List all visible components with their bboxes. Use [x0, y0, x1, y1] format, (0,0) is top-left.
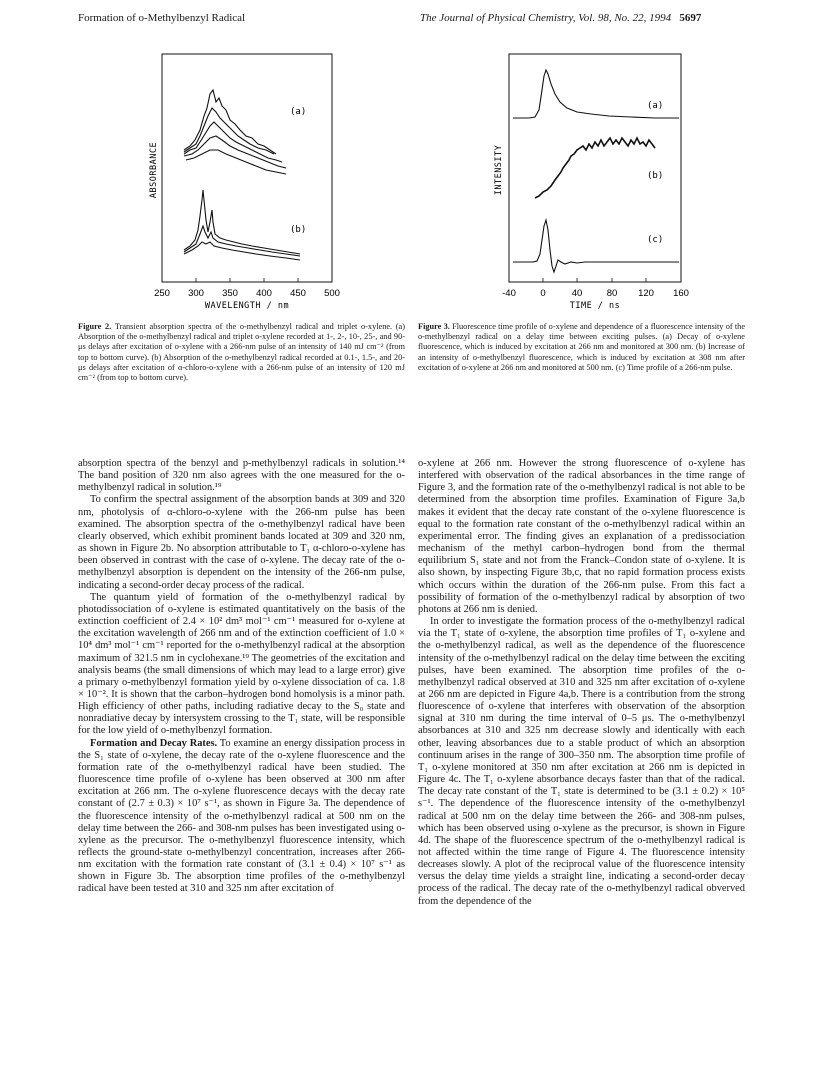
figure-3-x-ticks: [509, 278, 681, 282]
figure-3-xtick-m40: -40: [502, 288, 516, 299]
figure-3-frame: [509, 54, 681, 282]
figure-3: [485, 50, 705, 320]
figure-3-trace-c: [513, 220, 679, 272]
figure-3-caption-label: Figure 3.: [418, 322, 450, 331]
figure-2-spectra-b: [184, 190, 300, 260]
right-column: [418, 458, 745, 908]
left-paragraph-4: [78, 738, 405, 896]
figure-3-xtick-0: 0: [540, 288, 546, 299]
left-paragraph-1: absorption spectra of the benzyl and p-methylbenzyl radicals in solution.¹⁴ The band position of 320 nm also agrees with the one measured for the o-methylbenzyl radical in solution.¹⁹: [78, 458, 405, 494]
figure-2-caption: [78, 322, 405, 383]
running-header-title: Formation of o-Methylbenzyl Radical: [78, 12, 246, 24]
left-paragraph-3: The quantum yield of formation of the o-methylbenzyl radical by photodissociation of o-xylene is estimated quantitatively on the basis of the extinction coefficient of 2.4 × 10² dm³ mol⁻¹ cm⁻¹ measured for o-xylene at the excitation wavelength of 266 nm and of the extinction coefficient of 1.0 × 10⁴ dm³ mol⁻¹ cm⁻¹ reported for the o-methylbenzyl radical at the absorption maximum of 321.5 nm in cyclohexane.¹⁹ The geometries of the excitation and analysis beams (the small dimensions of which may lead to a large error) give a primary o-methylbenzyl formation yield by o-xylene dissociation of ca. 1.8 × 10⁻². It is shown that the carbon–hydrogen bond homolysis is a minor path. High efficiency of other paths, including radiative decay to the S₀ state and nonradiative decay by intersystem crossing to the T₁ state, will be responsible for the low yield of o-methylbenzyl formation.: [78, 591, 405, 737]
figure-2-xtick-300: 300: [188, 288, 204, 299]
figure-2-xtick-450: 450: [290, 288, 306, 299]
left-column: [78, 458, 405, 896]
figure-2-xtick-500: 500: [324, 288, 340, 299]
figure-2-panel-a-label: (a): [290, 107, 307, 117]
left-paragraph-4-text: To examine an energy dissipation process in the S₁ state of o-xylene, the decay rate of the o-xylene fluorescence and the formation rate of the o-methylbenzyl radical have been studied. The fluorescence time profile of o-xylene has been observed at 300 nm after excitation at 266 nm. The o-xylene fluorescence decays with the decay rate constant of (2.7 ± 0.3) × 10⁷ s⁻¹, as shown in Figure 3a. The dependence of the fluorescence intensity of the o-methylbenzyl radical at 500 nm on the delay time between the 266- and 308-nm pulses has been investigated using o-xylene as the precursor. The o-methylbenzyl fluorescence intensity, which reflects the ground-state o-methylbenzyl concentration, increases after 266-nm excitation with the formation rate constant of (3.1 ± 0.4) × 10⁷ s⁻¹ as shown in Figure 3b. The absorption time profiles of the o-methylbenzyl radical have been tested at 310 and 325 nm after excitation of: [78, 737, 406, 895]
figure-2-spectra-a: [184, 90, 286, 174]
figure-3-panel-b-label: (b): [647, 171, 664, 181]
figure-3-plot: [485, 50, 705, 320]
figure-2-xtick-400: 400: [256, 288, 272, 299]
right-paragraph-1: o-xylene at 266 nm. However the strong fluorescence of o-xylene has interfered with observation of the radical absorbances in the time range of Figure 3, and the formation rate of the o-methylbenzyl radical is not able to be determined from the absorption time profiles. Examination of Figure 3a,b makes it evident that the decay rate constant of the o-xylene fluorescence is equal to the formation rate constant of the o-methylbenzyl radical within an experimental error. The finding gives an explanation of a predissociation mechanism of the methyl carbon–hydrogen bond from the thermal equilibrium S₁ state and not from the Franck–Condon state of o-xylene. It is also shown, by inspecting Figure 3b,c, that no rapid formation process exists which occurs within the duration of the 266-nm pulse. From this fact a possibility of formation of the o-methylbenzyl radical by absorption of two photons at 266 nm is denied.: [418, 458, 745, 615]
figure-3-caption: [418, 322, 745, 373]
figure-3-caption-text: Fluorescence time profile of o-xylene and dependence of a fluorescence intensity of the o-methylbenzyl radical on a delay time between exciting pulses. (a) Decay of o-xylene fluorescence, which is induced by excitation at 266 nm and monitored at 300 nm. (b) Increase of an intensity of o-methylbenzyl fluorescence, which is induced by excitation at 308 nm after excitation of o-xylene at 266 nm and monitored at 500 nm. (c) Time profile of a 266-nm pulse.: [418, 322, 746, 372]
figure-2-panel-b-label: (b): [290, 225, 307, 235]
figure-3-panel-c-label: (c): [647, 235, 664, 245]
figure-2-xtick-250: 250: [154, 288, 170, 299]
figure-3-trace-b: [535, 138, 655, 198]
figure-2-x-ticks: [162, 278, 332, 282]
figure-3-xlabel: TIME / ns: [569, 301, 621, 311]
figure-2: [140, 50, 390, 320]
right-paragraph-2: In order to investigate the formation process of the o-methylbenzyl radical via the T₁ state of o-xylene, the absorption time profiles of T₁ o-xylene and the o-methylbenzyl radical, as well as the dependence of the fluorescence intensity of the o-methylbenzyl radical on the delay time between the exciting pulses, have been examined. The absorption time profiles of the o-methylbenzyl radical observed at 310 and 325 nm after excitation of o-xylene at 266 nm are depicted in Figure 4a,b. There is a contribution from the strong fluorescence of o-xylene that interferes with observation of the absorption signal at 310 nm during the time interval of 0–5 μs. The o-methylbenzyl absorbances at 310 and 325 nm decrease slowly and identically with each other, leaving absorbances due to a stable product of which an absorption continuum arises in the range of 300–350 nm. The absorption time profile of T₁ o-xylene monitored at 350 nm after excitation at 266 nm is depicted in Figure 4c. The T₁ o-xylene absorbance decays faster than that of the radical. The decay rate constant of the T₁ state is determined to be (3.1 ± 0.2) × 10⁵ s⁻¹. The dependence of the fluorescence intensity of the o-methylbenzyl radical at 500 nm on the delay time between the 266- and 308-nm pulses, which has been observed using o-xylene as the precursor, is shown in Figure 4d. The shape of the fluorescence spectrum of the o-methylbenzyl radical is not affected within the time range of Figure 4. The fluorescence intensity decreases slowly. A plot of the reciprocal value of the fluorescence intensity versus the delay time yields a straight line, indicating a second-order decay process of the radical. The decay rate of the o-methylbenzyl radical obverved from the dependence of the: [418, 616, 745, 907]
figure-3-panel-a-label: (a): [647, 101, 664, 111]
figure-3-xtick-160: 160: [673, 288, 689, 299]
figure-2-caption-label: Figure 2.: [78, 322, 112, 331]
figure-2-xlabel: WAVELENGTH / nm: [204, 301, 290, 311]
figure-2-ylabel: ABSORBANCE: [149, 141, 159, 199]
figure-3-ylabel: INTENSITY: [494, 144, 504, 196]
figure-2-xtick-350: 350: [222, 288, 238, 299]
running-header-journal: [420, 12, 701, 24]
figure-3-xtick-120: 120: [638, 288, 654, 299]
left-paragraph-2: To confirm the spectral assignment of the absorption bands at 309 and 320 nm, photolysis of α-chloro-o-xylene with the 266-nm pulse has been examined. The absorption spectra of the o-methylbenzyl radical have been clearly observed, which exhibit prominent bands located at 309 and 320 nm, as shown in Figure 2b. No absorption attributable to T₁ α-chloro-o-xylene has been observed in contrast with the case of o-xylene. The decay rate of the o-methylbenzyl absorption is dependent on the intensity of the 266-nm pulse, indicating a second-order decay process of the radical.: [78, 494, 405, 591]
figure-3-xtick-40: 40: [571, 288, 583, 299]
journal-citation: The Journal of Physical Chemistry, Vol. 98, No. 22, 1994: [420, 12, 672, 24]
figure-3-xtick-80: 80: [606, 288, 618, 299]
figure-2-caption-text: Transient absorption spectra of the o-methylbenzyl radical and triplet o-xylene. (a) Absorption of the o-methylbenzyl radical and triplet o-xylene recorded at 1-, 2-, 10-, 25-, and 90-μs delays after excitation of o-xylene with a 266-nm pulse of an intensity of 140 mJ cm⁻² (from top to bottom curve). (b) Absorption of the o-methylbenzyl radical recorded at 0.1-, 1.5-, and 20-μs delays after excitation of α-chloro-o-xylene with a 266-nm pulse of an intensity of 120 mJ cm⁻² (from top to bottom curve).: [78, 322, 405, 383]
page-number: 5697: [679, 12, 702, 24]
section-heading-formation-decay: Formation and Decay Rates.: [90, 737, 218, 749]
figure-2-plot: [140, 50, 390, 320]
